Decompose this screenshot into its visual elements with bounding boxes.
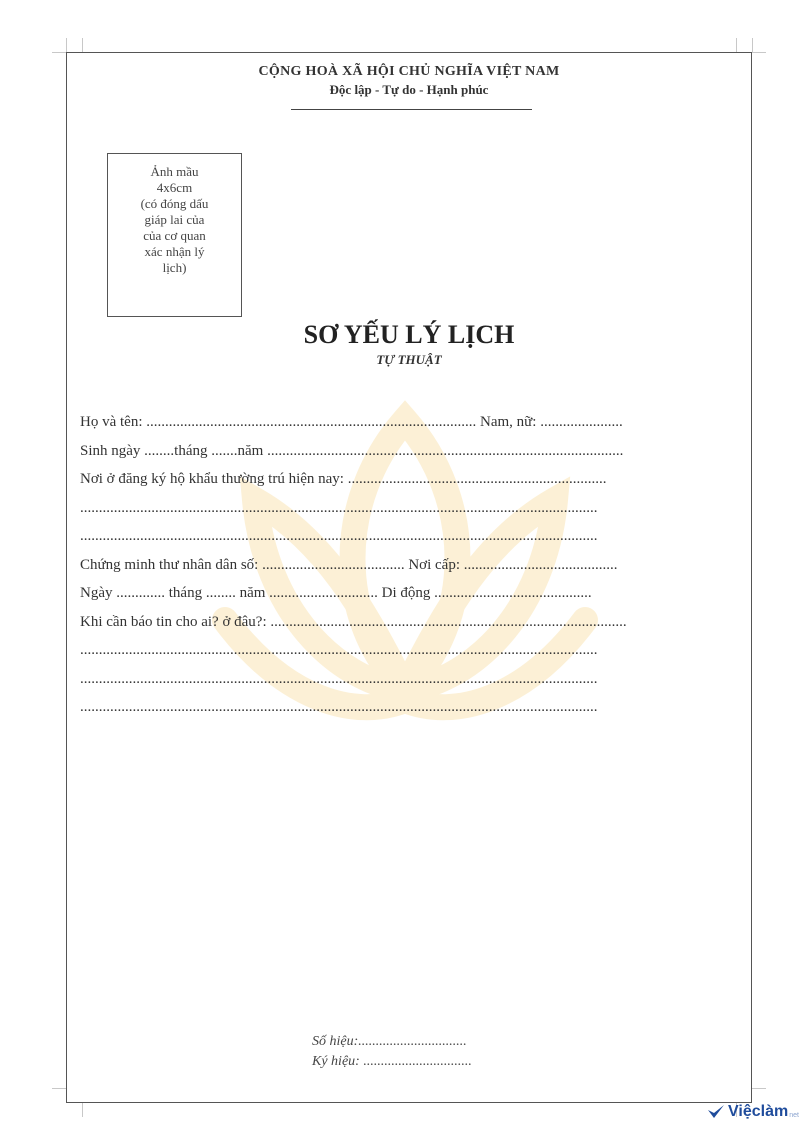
photo-box-line: giáp lai của xyxy=(144,212,205,227)
field-id-card: Chứng minh thư nhân dân số: ...................................... Nơi cấp: ......................................... xyxy=(80,556,618,573)
field-emergency-continued: .......................................................................................................................................... xyxy=(80,642,598,658)
field-emergency-contact: Khi cần báo tin cho ai? ở đâu?: ............................................................................................... xyxy=(80,613,627,630)
photo-box-line: lịch) xyxy=(162,260,187,275)
photo-box-line: xác nhận lý xyxy=(144,244,205,259)
photo-box-line: 4x6cm xyxy=(156,180,193,195)
crop-mark xyxy=(736,38,737,52)
nation-heading: CỘNG HOÀ XÃ HỘI CHỦ NGHĨA VIỆT NAM xyxy=(258,64,560,79)
field-residence: Nơi ở đăng ký hộ khẩu thường trú hiện nay: ..................................................................... xyxy=(80,471,607,487)
crop-mark xyxy=(52,52,66,53)
checkmark-icon xyxy=(707,1104,725,1120)
crop-mark xyxy=(752,38,753,52)
motto-underline xyxy=(291,109,532,110)
brand-logo xyxy=(707,1101,799,1123)
crop-mark xyxy=(752,1088,766,1089)
footer-ky-hieu: Ký hiệu: ............................... xyxy=(312,1054,472,1069)
photo-box-line: Ảnh mầu xyxy=(150,164,199,179)
field-residence-continued: .......................................................................................................................................... xyxy=(80,499,598,516)
field-residence-continued: .......................................................................................................................................... xyxy=(80,528,598,544)
crop-mark xyxy=(66,38,67,52)
brand-suffix: net xyxy=(789,1111,799,1119)
crop-mark xyxy=(82,38,83,52)
form-fields xyxy=(80,408,735,722)
photo-box-line: (có đóng dấu xyxy=(140,196,209,211)
photo-box-line: của cơ quan xyxy=(143,228,206,243)
crop-mark xyxy=(52,1088,66,1089)
field-full-name: Họ và tên: ........................................................................................ Nam, nữ: ...................... xyxy=(80,414,623,430)
crop-mark xyxy=(752,52,766,53)
field-birth-date: Sinh ngày ........tháng .......năm ............................................................................................... xyxy=(80,442,624,459)
footer-so-hieu: Số hiệu:............................... xyxy=(312,1034,467,1049)
photo-placeholder-box xyxy=(107,153,242,317)
field-issue-date-phone: Ngày ............. tháng ........ năm ............................. Di động .......................................... xyxy=(80,585,592,601)
brand-name: Việclàm xyxy=(728,1103,789,1120)
document-subtitle: TỰ THUẬT xyxy=(376,352,442,367)
field-emergency-continued: .......................................................................................................................................... xyxy=(80,670,598,687)
field-emergency-continued: .......................................................................................................................................... xyxy=(80,699,598,715)
document-title: SƠ YẾU LÝ LỊCH xyxy=(303,320,515,349)
motto-heading: Độc lập - Tự do - Hạnh phúc xyxy=(329,82,489,97)
crop-mark xyxy=(82,1103,83,1117)
